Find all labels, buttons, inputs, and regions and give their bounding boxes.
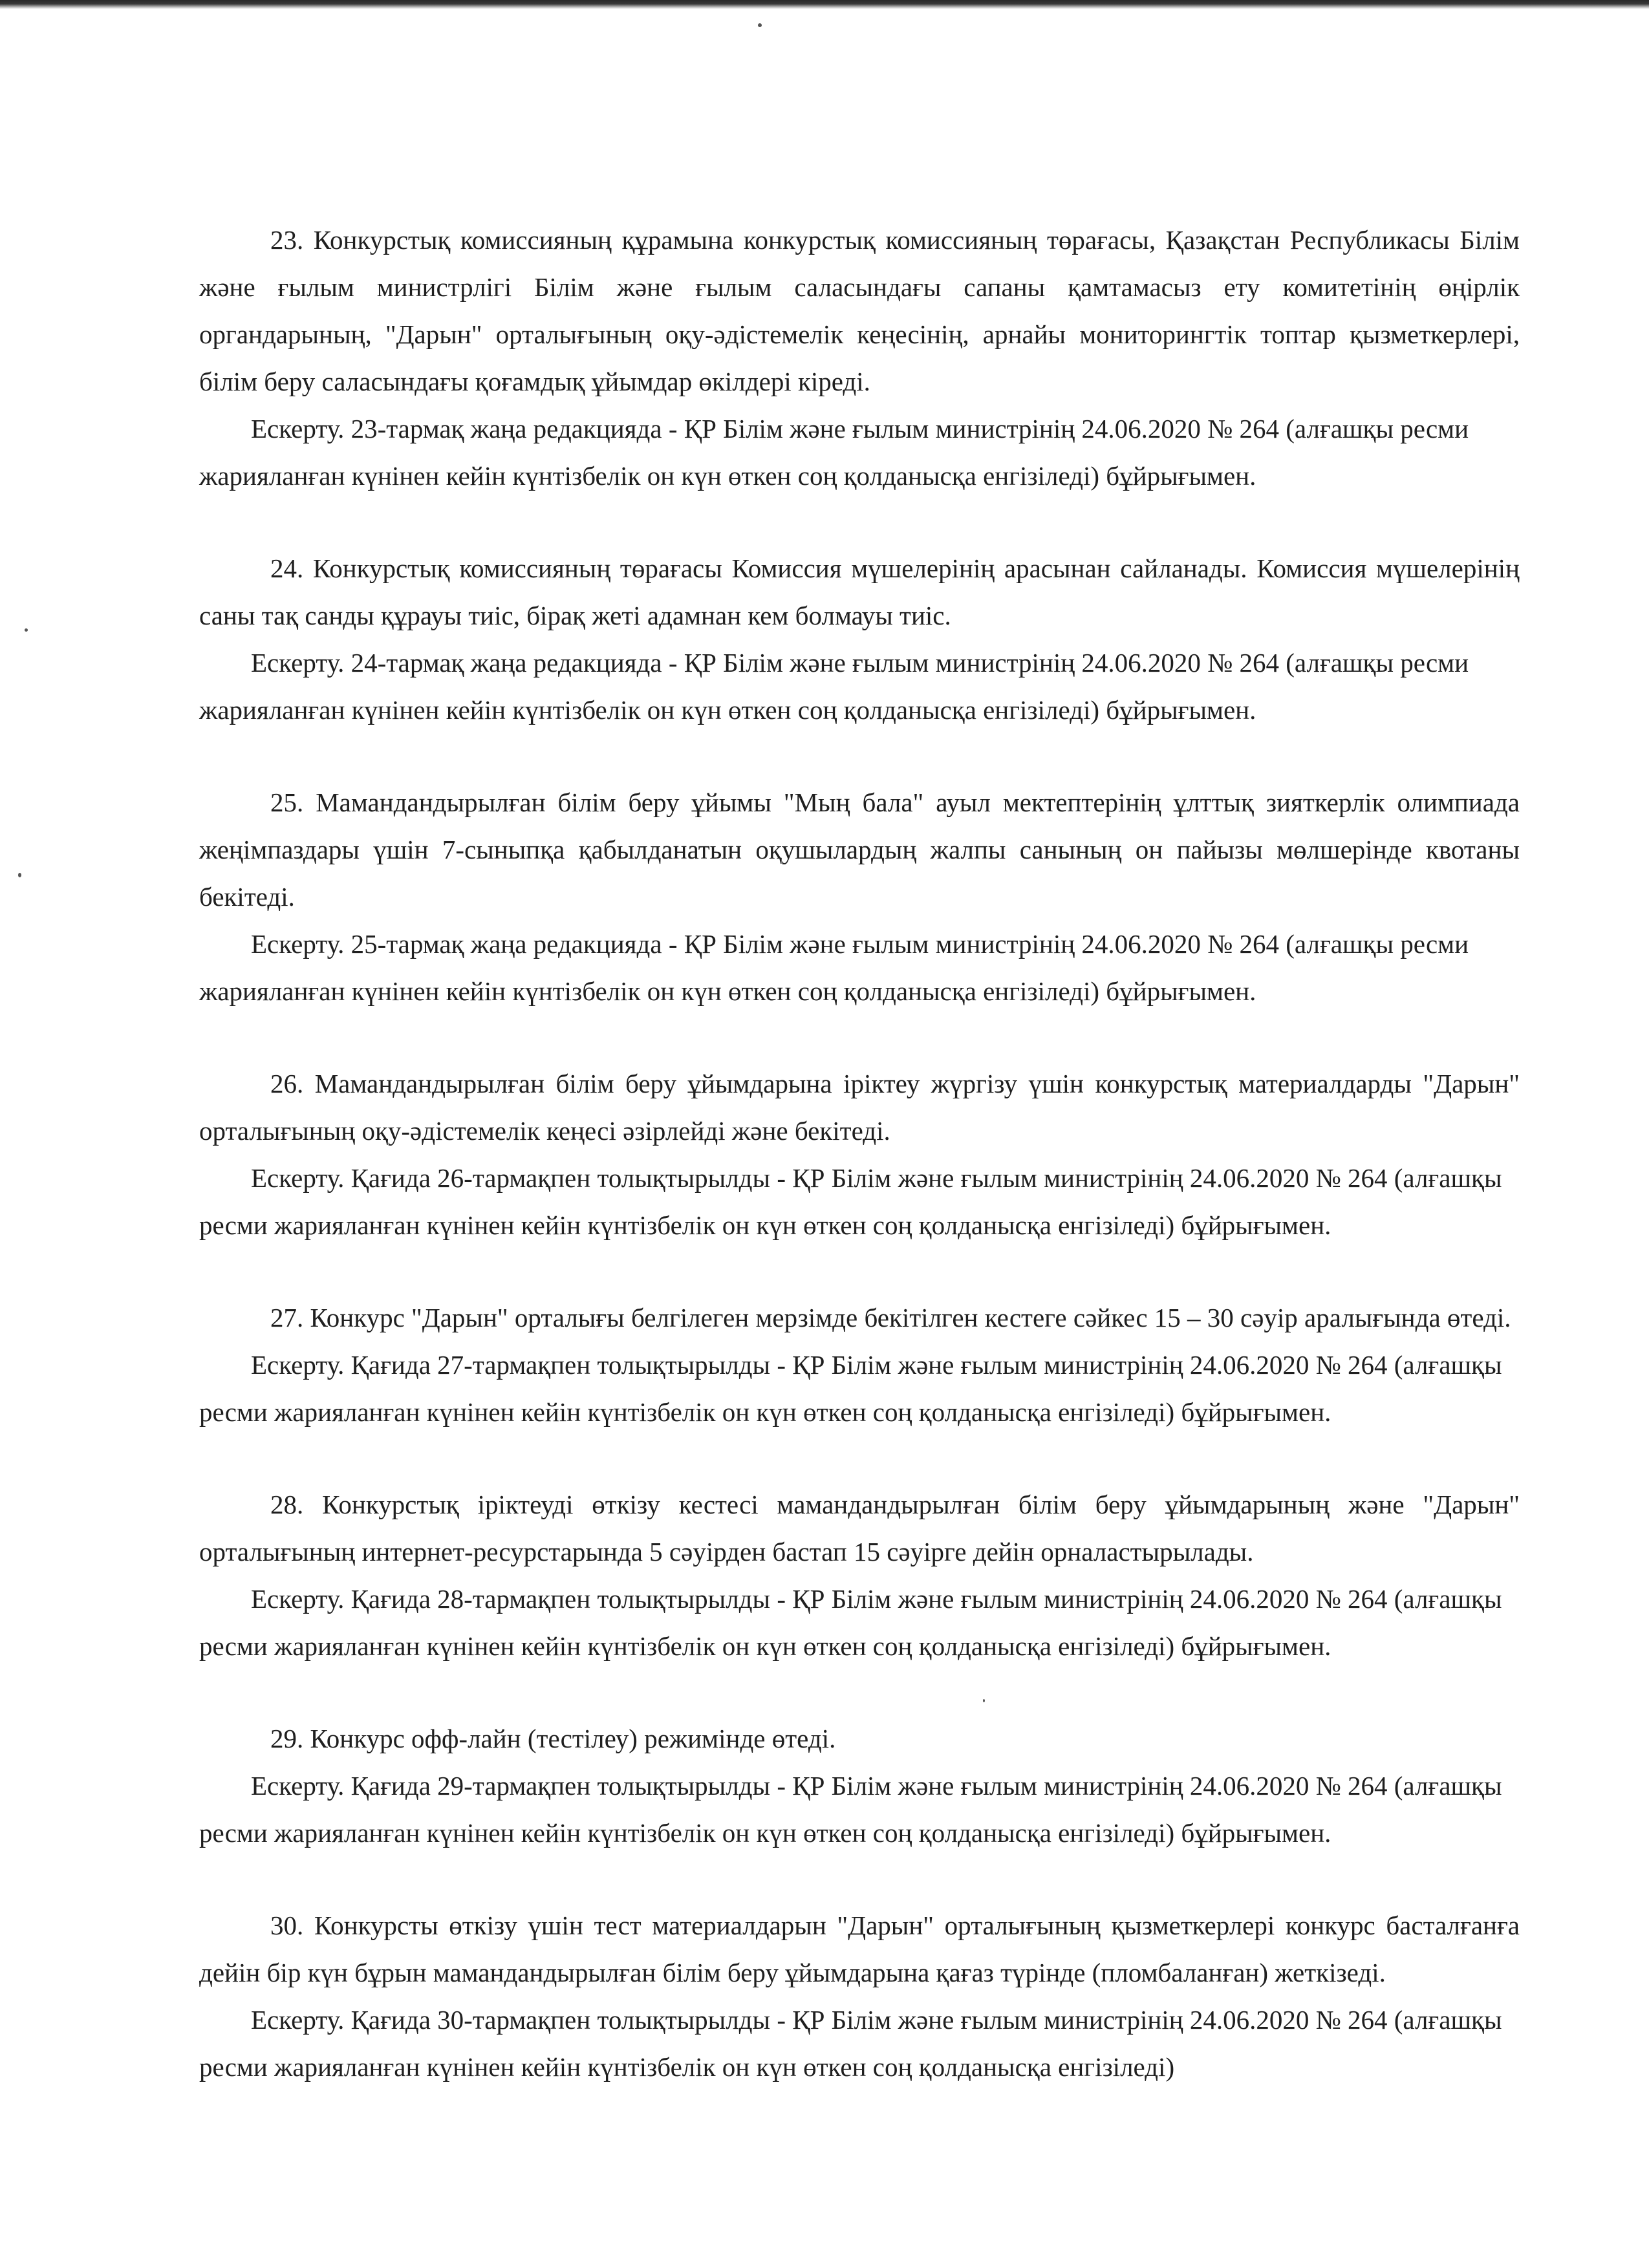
clause-note: Ескерту. 24-тармақ жаңа редакцияда - ҚР Білім және ғылым министрінің 24.06.2020 № 264 (алғашқы ресми жарияланған күнінен кейін күнтізбелік он күн өткен соң қолданысқа енгізіледі) бұйрығымен.: [199, 648, 1469, 725]
clause-text: 27. Конкурс "Дарын" орталығы белгілеген мерзімде бекітілген кестеге сәйкес 15 – 30 сәуір аралығында өтеді.: [270, 1303, 1511, 1332]
clause-text: 28. Конкурстық іріктеуді өткізу кестесі мамандандырылған білім беру ұйымдарының және "Дарын" орталығының интернет-ресурстарында 5 сәуірден бастап 15 сәуірге дейін орналастырылады.: [199, 1490, 1520, 1567]
clause-text: 23. Конкурстық комиссияның құрамына конкурстық комиссияның төрағасы, Қазақстан Республикасы Білім және ғылым министрлігі Білім және ғылым саласындағы сапаны қамтамасыз ету комитетінің өңірлік органдарының, "Дарын" орталығының оқу-әдістемелік кеңесінің, арнайы мониторингтік топтар қызметкерлері, білім беру саласындағы қоғамдық ұйымдар өкілдері кіреді.: [199, 225, 1520, 396]
clause-23: [199, 217, 1520, 500]
clause-28: [199, 1481, 1520, 1670]
scan-top-edge: [0, 0, 1649, 9]
clause-27: [199, 1294, 1520, 1436]
clause-text: 29. Конкурс офф-лайн (тестілеу) режимінде өтеді.: [270, 1724, 836, 1753]
clause-29: [199, 1715, 1520, 1857]
scan-speck: [758, 23, 762, 27]
clause-note: Ескерту. Қағида 26-тармақпен толықтырылды - ҚР Білім және ғылым министрінің 24.06.2020 № 264 (алғашқы ресми жарияланған күнінен кейін күнтізбелік он күн өткен соң қолданысқа енгізіледі) бұйрығымен.: [199, 1163, 1502, 1240]
clause-note: Ескерту. Қағида 28-тармақпен толықтырылды - ҚР Білім және ғылым министрінің 24.06.2020 № 264 (алғашқы ресми жарияланған күнінен кейін күнтізбелік он күн өткен соң қолданысқа енгізіледі) бұйрығымен.: [199, 1584, 1502, 1661]
clause-30: [199, 1902, 1520, 2091]
clause-note: Ескерту. 25-тармақ жаңа редакцияда - ҚР Білім және ғылым министрінің 24.06.2020 № 264 (алғашқы ресми жарияланған күнінен кейін күнтізбелік он күн өткен соң қолданысқа енгізіледі) бұйрығымен.: [199, 929, 1469, 1006]
clause-text: 24. Конкурстық комиссияның төрағасы Комиссия мүшелерінің арасынан сайланады. Комиссия мүшелерінің саны тақ санды құрауы тиіс, бірақ жеті адамнан кем болмауы тиіс.: [199, 553, 1520, 630]
scan-speck: [18, 873, 21, 877]
clause-26: [199, 1060, 1520, 1249]
clause-note: Ескерту. Қағида 30-тармақпен толықтырылды - ҚР Білім және ғылым министрінің 24.06.2020 № 264 (алғашқы ресми жарияланған күнінен кейін күнтізбелік он күн өткен соң қолданысқа енгізіледі): [199, 2005, 1502, 2082]
scan-speck: [25, 628, 28, 632]
document-body: [199, 217, 1520, 2136]
clause-text: 30. Конкурсты өткізу үшін тест материалдарын "Дарын" орталығының қызметкерлері конкурс басталғанға дейін бір күн бұрын мамандандырылған білім беру ұйымдарына қағаз түрінде (пломбаланған) жеткізеді.: [199, 1910, 1520, 1987]
clause-note: Ескерту. Қағида 29-тармақпен толықтырылды - ҚР Білім және ғылым министрінің 24.06.2020 № 264 (алғашқы ресми жарияланған күнінен кейін күнтізбелік он күн өткен соң қолданысқа енгізіледі) бұйрығымен.: [199, 1771, 1502, 1848]
clause-24: [199, 545, 1520, 734]
clause-note: Ескерту. Қағида 27-тармақпен толықтырылды - ҚР Білім және ғылым министрінің 24.06.2020 № 264 (алғашқы ресми жарияланған күнінен кейін күнтізбелік он күн өткен соң қолданысқа енгізіледі) бұйрығымен.: [199, 1350, 1502, 1427]
clause-text: 25. Мамандандырылған білім беру ұйымы "Мың бала" ауыл мектептерінің ұлттық зияткерлік олимпиада жеңімпаздары үшін 7-сыныпқа қабылданатын оқушылардың жалпы санының он пайызы мөлшерінде квотаны бекітеді.: [199, 787, 1520, 912]
clause-note: Ескерту. 23-тармақ жаңа редакцияда - ҚР Білім және ғылым министрінің 24.06.2020 № 264 (алғашқы ресми жарияланған күнінен кейін күнтізбелік он күн өткен соң қолданысқа енгізіледі) бұйрығымен.: [199, 414, 1469, 491]
clause-text: 26. Мамандандырылған білім беру ұйымдарына іріктеу жүргізу үшін конкурстық материалдарды "Дарын" орталығының оқу-әдістемелік кеңесі әзірлейді және бекітеді.: [199, 1069, 1520, 1146]
clause-25: [199, 779, 1520, 1015]
